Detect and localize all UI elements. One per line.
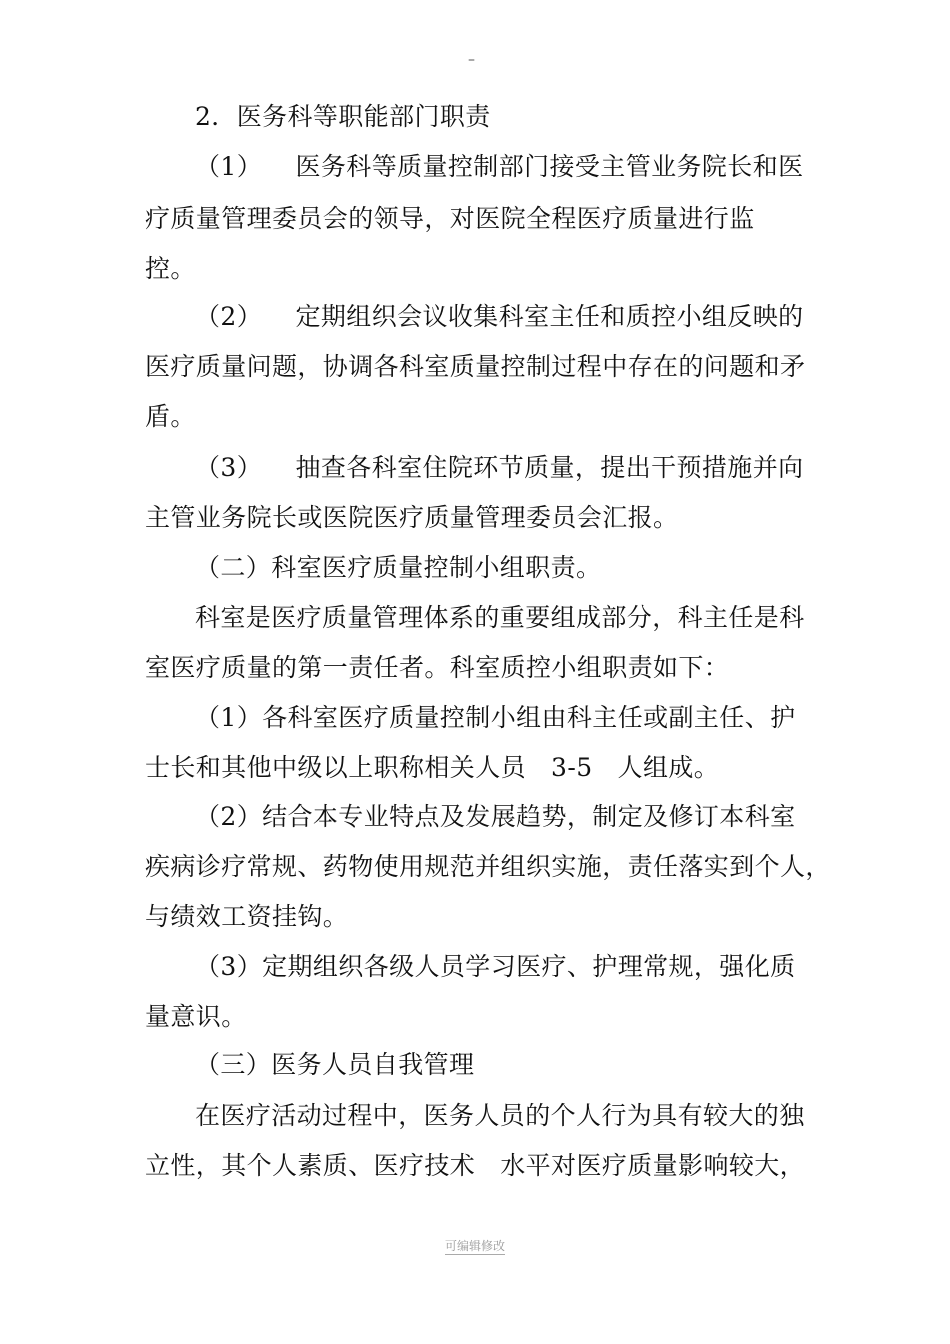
paragraph-line: 疾病诊疗常规、药物使用规范并组织实施，责任落实到个人，: [145, 852, 831, 881]
paragraph-line: （3）定期组织各级人员学习医疗、护理常规，强化质: [195, 952, 796, 981]
paragraph-line: （2）结合本专业特点及发展趋势，制定及修订本科室: [195, 802, 796, 831]
paragraph-line: （3） 抽查各科室住院环节质量，提出干预措施并向: [195, 453, 804, 482]
paragraph-line: 量意识。: [145, 1002, 247, 1031]
paragraph-line: （2） 定期组织会议收集科室主任和质控小组反映的: [195, 302, 804, 331]
paragraph-line: 疗质量管理委员会的领导，对医院全程医疗质量进行监: [145, 204, 755, 233]
paragraph-line: 医疗质量问题，协调各科室质量控制过程中存在的问题和矛: [145, 352, 806, 381]
paragraph-line: 控。: [145, 254, 196, 283]
paragraph-line: （1）各科室医疗质量控制小组由科主任或副主任、护: [195, 703, 796, 732]
paragraph-line: 主管业务院长或医院医疗质量管理委员会汇报。: [145, 503, 679, 532]
section-heading: （二）科室医疗质量控制小组职责。: [195, 553, 602, 582]
paragraph-line: 科室是医疗质量管理体系的重要组成部分，科主任是科: [195, 603, 805, 632]
paragraph-line: 盾。: [145, 402, 196, 431]
section-heading: （三）医务人员自我管理: [195, 1050, 475, 1079]
header-dash: –: [468, 52, 475, 68]
paragraph-line: 立性，其个人素质、医疗技术 水平对医疗质量影响较大，: [145, 1151, 806, 1180]
paragraph-line: 室医疗质量的第一责任者。科室质控小组职责如下：: [145, 653, 730, 682]
paragraph-line: 士长和其他中级以上职称相关人员 3-5 人组成。: [145, 753, 720, 782]
section-heading: 2．医务科等职能部门职责: [195, 102, 491, 131]
paragraph-line: 在医疗活动过程中，医务人员的个人行为具有较大的独: [195, 1101, 805, 1130]
paragraph-line: 与绩效工资挂钩。: [145, 902, 349, 931]
footer-note: 可编辑修改: [445, 1239, 506, 1253]
paragraph-line: （1） 医务科等质量控制部门接受主管业务院长和医: [195, 152, 804, 181]
